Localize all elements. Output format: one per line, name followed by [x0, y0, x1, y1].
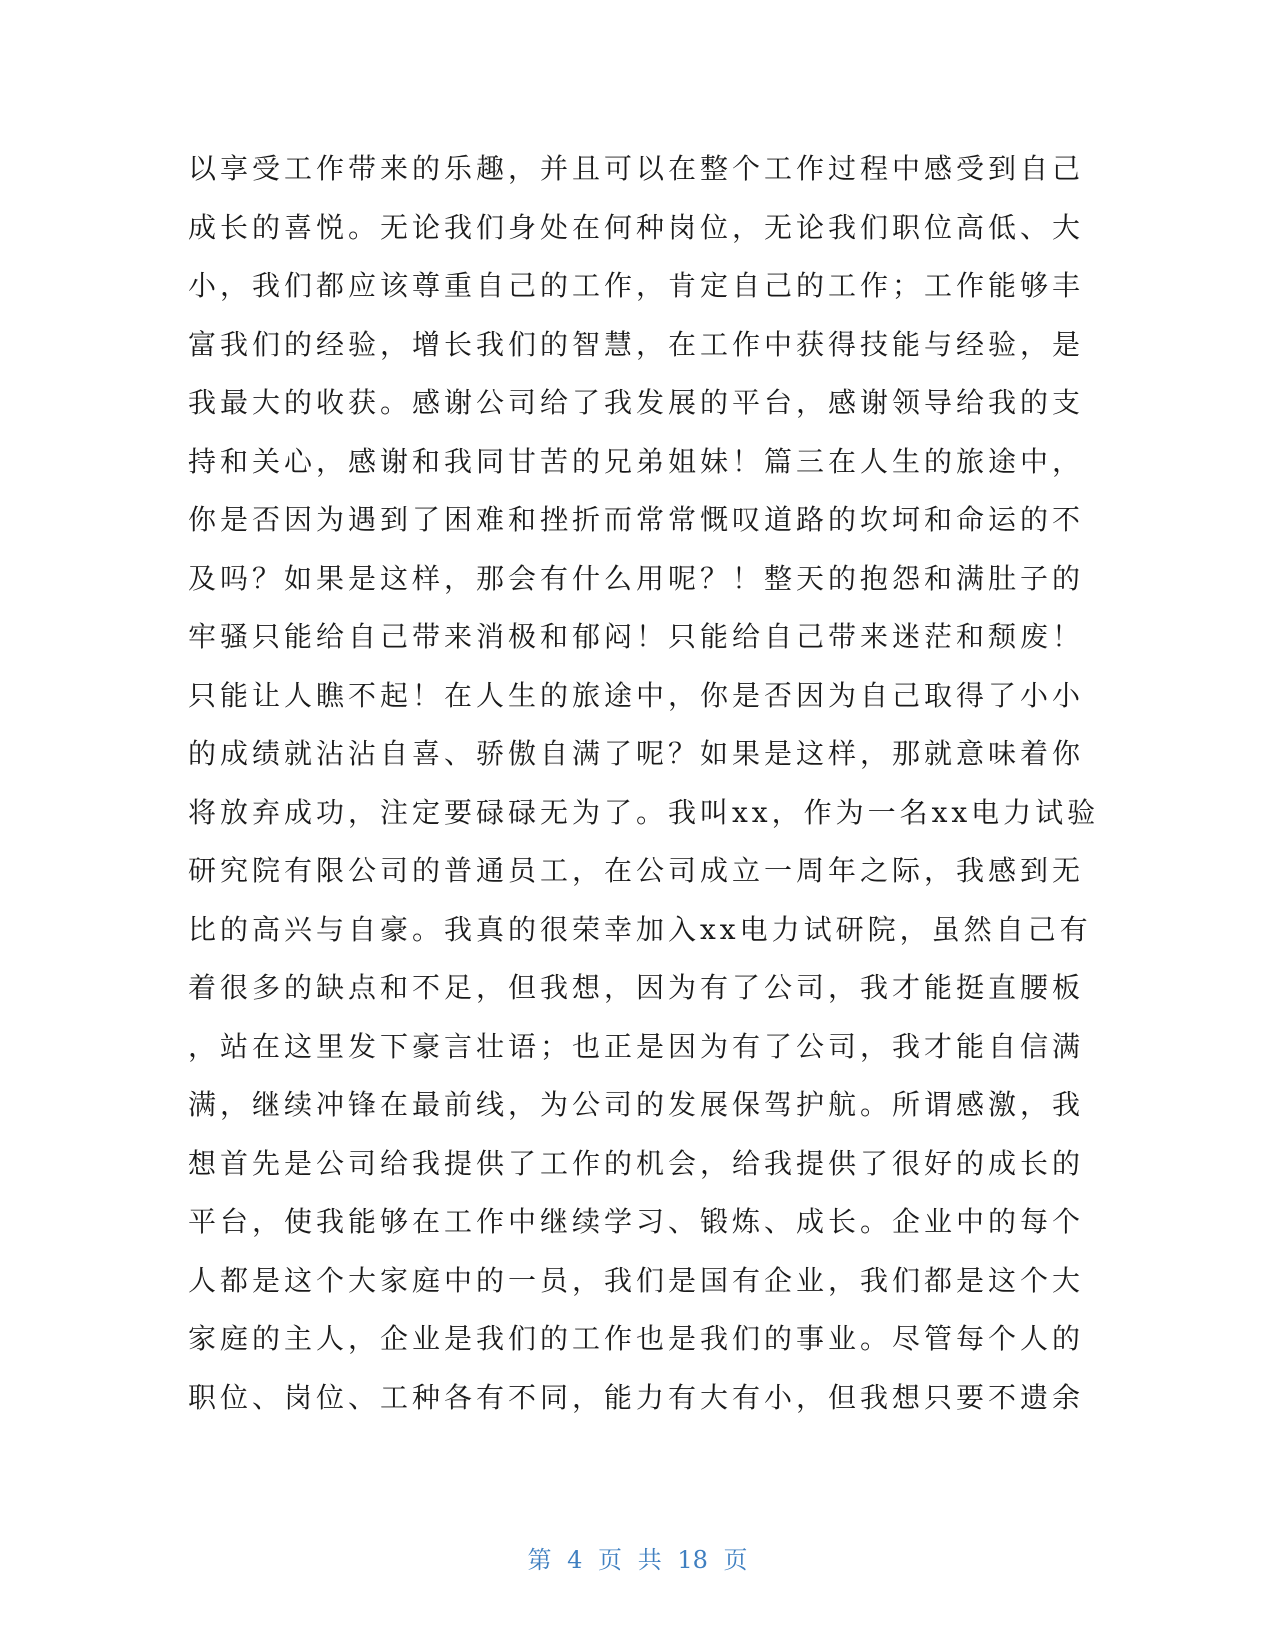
footer-total-word: 共	[637, 1546, 662, 1574]
text-line: 以享受工作带来的乐趣，并且可以在整个工作过程中感受到自己	[188, 152, 1085, 185]
text-line: 人都是这个大家庭中的一员，我们是国有企业，我们都是这个大	[188, 1263, 1085, 1297]
text-line: 只能让人瞧不起！在人生的旅途中，你是否因为自己取得了小小	[188, 678, 1085, 712]
footer-total-pages: 18	[677, 1546, 708, 1574]
text-line: 及吗？如果是这样，那会有什么用呢？！整天的抱怨和满肚子的	[188, 561, 1085, 595]
text-line: 你是否因为遇到了困难和挫折而常常慨叹道路的坎坷和命运的不	[188, 503, 1085, 536]
page-footer	[0, 1540, 1275, 1575]
text-line: 想首先是公司给我提供了工作的机会，给我提供了很好的成长的	[188, 1146, 1085, 1180]
text-line: 研究院有限公司的普通员工，在公司成立一周年之际，我感到无	[188, 854, 1085, 887]
text-line: 职位、岗位、工种各有不同，能力有大有小，但我想只要不遗余	[188, 1380, 1085, 1414]
footer-suffix: 页	[723, 1546, 748, 1574]
text-line: 小，我们都应该尊重自己的工作，肯定自己的工作；工作能够丰	[188, 269, 1085, 302]
body-text	[188, 140, 1100, 1427]
text-line: 的成绩就沾沾自喜、骄傲自满了呢？如果是这样，那就意味着你	[188, 737, 1085, 770]
text-line: 牢骚只能给自己带来消极和郁闷！只能给自己带来迷茫和颓废！	[188, 620, 1085, 653]
footer-prefix: 第	[527, 1546, 552, 1574]
text-line: 满，继续冲锋在最前线，为公司的发展保驾护航。所谓感激，我	[188, 1088, 1085, 1121]
footer-current-page: 4	[567, 1546, 583, 1574]
footer-page-word: 页	[598, 1546, 623, 1574]
text-line: 将放弃成功，注定要碌碌无为了。我叫xx，作为一名xx电力试验	[188, 795, 1100, 829]
text-line: ，站在这里发下豪言壮语；也正是因为有了公司，我才能自信满	[188, 1029, 1085, 1063]
text-line: 比的高兴与自豪。我真的很荣幸加入xx电力试研院，虽然自己有	[188, 912, 1092, 946]
text-line: 富我们的经验，增长我们的智慧，在工作中获得技能与经验，是	[188, 327, 1085, 361]
text-line: 家庭的主人，企业是我们的工作也是我们的事业。尽管每个人的	[188, 1322, 1085, 1355]
text-line: 平台，使我能够在工作中继续学习、锻炼、成长。企业中的每个	[188, 1205, 1085, 1238]
text-line: 持和关心，感谢和我同甘苦的兄弟姐妹！篇三在人生的旅途中，	[188, 444, 1085, 478]
text-line: 我最大的收获。感谢公司给了我发展的平台，感谢领导给我的支	[188, 386, 1085, 419]
text-line: 成长的喜悦。无论我们身处在何种岗位，无论我们职位高低、大	[188, 210, 1085, 244]
text-line: 着很多的缺点和不足，但我想，因为有了公司，我才能挺直腰板	[188, 971, 1085, 1004]
